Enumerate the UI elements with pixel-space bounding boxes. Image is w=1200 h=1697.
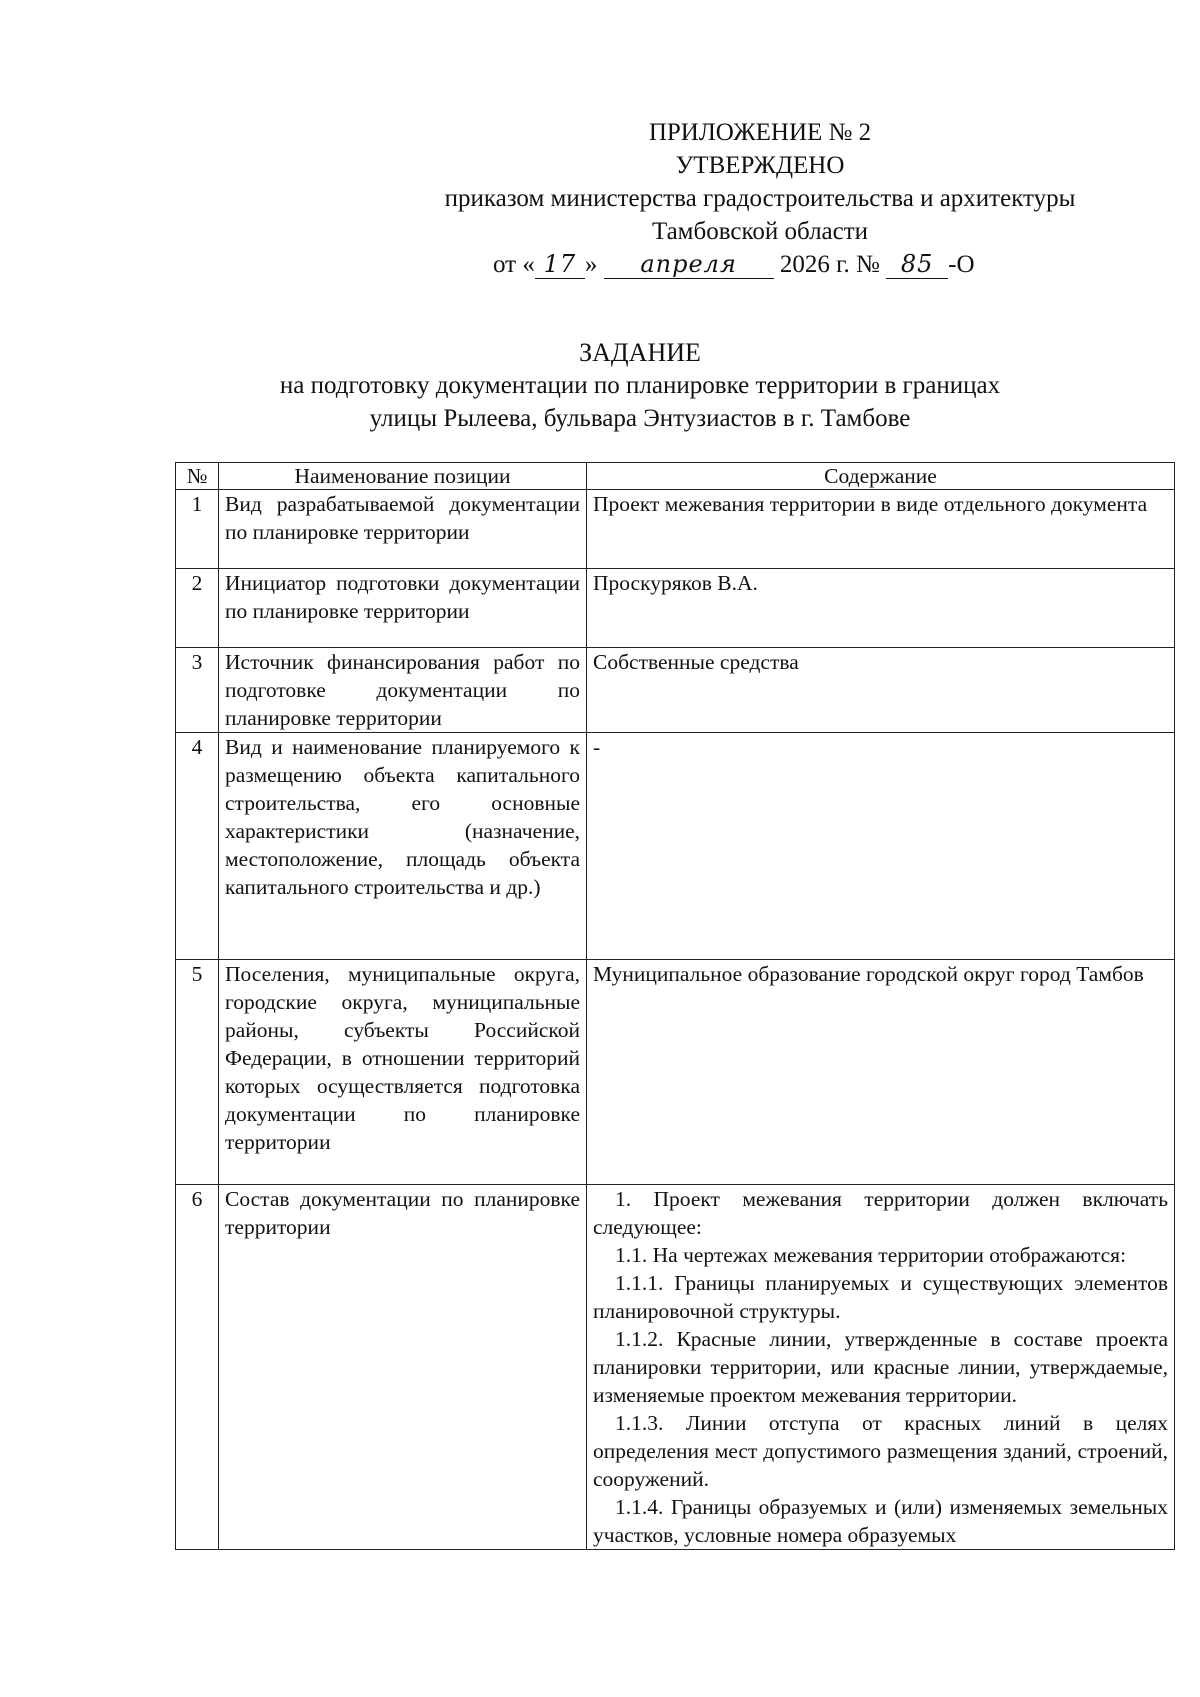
date-mid: » bbox=[584, 251, 598, 278]
table-row bbox=[176, 569, 1175, 648]
row-name: Поселения, муниципальные округа, городские округа, муниципальные районы, субъекты Российской Федерации, в отношении территорий которых осуществляется подготовка документации по планировке территории bbox=[219, 960, 587, 1185]
approving-region: Тамбовской области bbox=[651, 218, 869, 245]
document-subtitle-line1: на подготовку документации по планировке территории в границах bbox=[279, 372, 1001, 399]
row-content: Проект межевания территории в виде отдельного документа bbox=[587, 490, 1175, 569]
row-name: Источник финансирования работ по подготовке документации по планировке территории bbox=[219, 648, 587, 733]
row-content: Муниципальное образование городской округ город Тамбов bbox=[587, 960, 1175, 1185]
handwritten-month: апреля bbox=[604, 250, 774, 279]
table-row bbox=[176, 733, 1175, 960]
row-content: Проскуряков В.А. bbox=[587, 569, 1175, 648]
header-position-name: Наименование позиции bbox=[219, 463, 587, 490]
row-number: 3 bbox=[176, 648, 219, 733]
header-content: Содержание bbox=[587, 463, 1175, 490]
row-name: Вид разрабатываемой документации по планировке территории bbox=[219, 490, 587, 569]
header-number: № bbox=[176, 463, 219, 490]
table-row bbox=[176, 960, 1175, 1185]
table-row bbox=[176, 648, 1175, 733]
row-number: 1 bbox=[176, 490, 219, 569]
row-number: 2 bbox=[176, 569, 219, 648]
handwritten-day: 17 bbox=[535, 250, 585, 279]
row-content: - bbox=[587, 733, 1175, 960]
table-row bbox=[176, 490, 1175, 569]
table-header-row bbox=[176, 463, 1175, 490]
year-label: 2026 г. № bbox=[779, 251, 880, 278]
row-name: Состав документации по планировке территории bbox=[219, 1185, 587, 1550]
content-paragraph: 1.1.4. Границы образуемых и (или) изменяемых земельных участков, условные номера образуемых bbox=[593, 1495, 1168, 1547]
document-title: ЗАДАНИЕ bbox=[579, 338, 701, 367]
content-paragraph: 1.1. На чертежах межевания территории отображаются: bbox=[615, 1243, 1127, 1267]
row-name: Вид и наименование планируемого к размещению объекта капитального строительства, его основные характеристики (назначение, местоположение, площадь объекта капитального строительства и др.) bbox=[219, 733, 587, 960]
row-number: 6 bbox=[176, 1185, 219, 1550]
approved-label: УТВЕРЖДЕНО bbox=[675, 152, 845, 179]
content-paragraph: 1. Проект межевания территории должен включать следующее: bbox=[593, 1187, 1168, 1239]
order-date-line bbox=[360, 248, 1160, 281]
document-heading bbox=[160, 336, 1120, 435]
order-suffix: -О bbox=[948, 251, 975, 278]
table-row bbox=[176, 1185, 1175, 1550]
content-paragraph: 1.1.2. Красные линии, утвержденные в составе проекта планировки территории, или красные линии, утверждаемые, изменяемые проектом межевания территории. bbox=[593, 1327, 1168, 1407]
content-paragraph: 1.1.3. Линии отступа от красных линий в целях определения мест допустимого размещения зданий, строений, сооружений. bbox=[593, 1411, 1168, 1491]
approving-authority: приказом министерства градостроительства и архитектуры bbox=[444, 185, 1076, 212]
task-table bbox=[175, 462, 1175, 1550]
row-number: 4 bbox=[176, 733, 219, 960]
row-name: Инициатор подготовки документации по планировке территории bbox=[219, 569, 587, 648]
row-number: 5 bbox=[176, 960, 219, 1185]
date-prefix: от « bbox=[493, 251, 535, 278]
document-subtitle-line2: улицы Рылеева, бульвара Энтузиастов в г. Тамбове bbox=[369, 405, 911, 432]
approval-stamp-block bbox=[360, 116, 1160, 281]
appendix-number: ПРИЛОЖЕНИЕ № 2 bbox=[648, 119, 872, 146]
handwritten-order-number: 85 bbox=[886, 250, 948, 279]
row-content: Собственные средства bbox=[587, 648, 1175, 733]
row-content-list bbox=[587, 1185, 1175, 1550]
content-paragraph: 1.1.1. Границы планируемых и существующих элементов планировочной структуры. bbox=[593, 1271, 1168, 1323]
